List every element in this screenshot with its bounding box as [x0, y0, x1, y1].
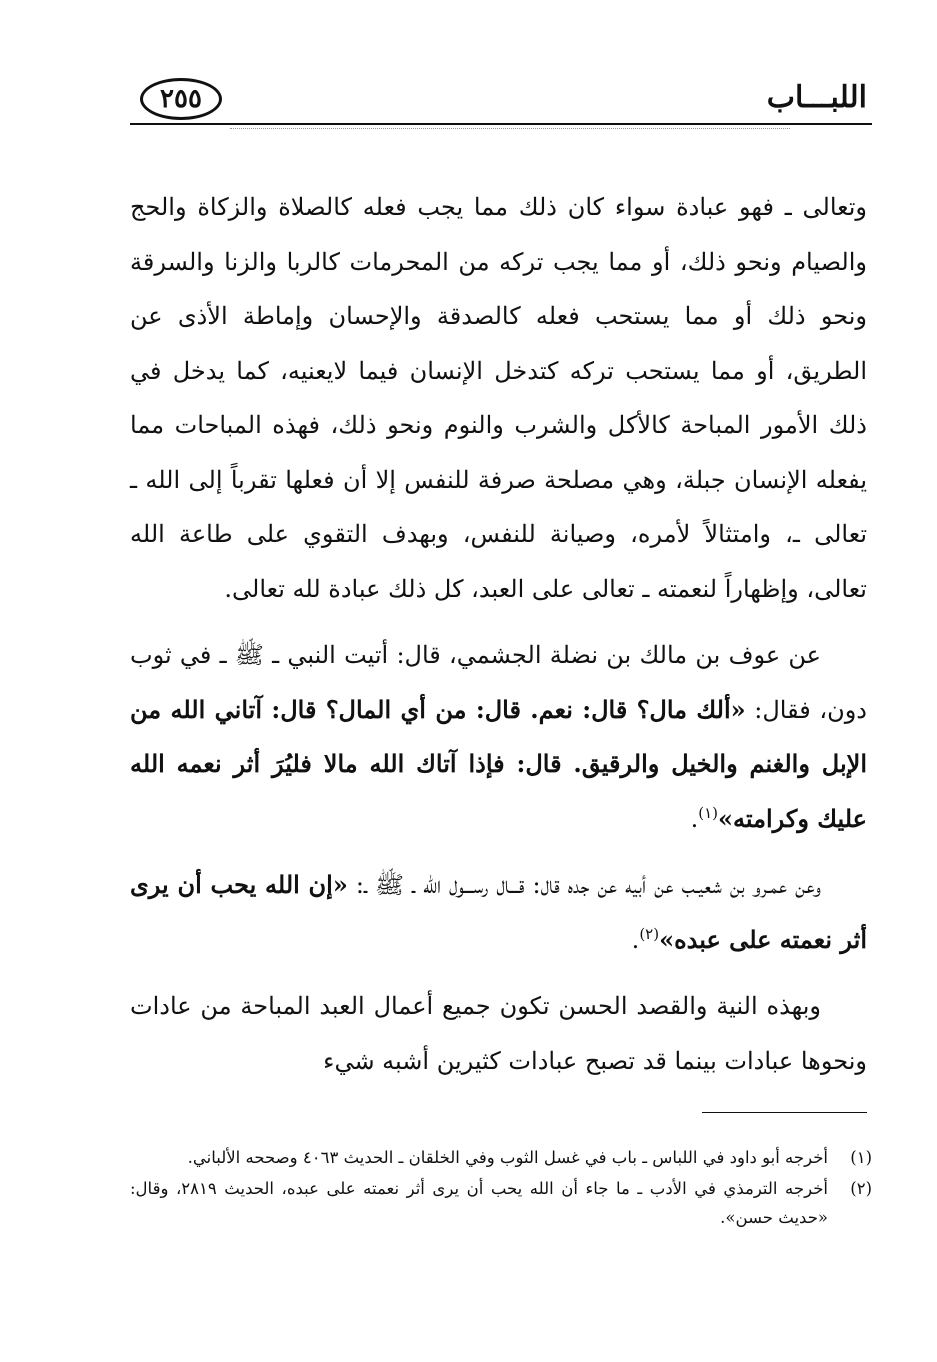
paragraph-3: [130, 858, 867, 967]
paragraph-2: [130, 628, 867, 846]
hadith-quote-2: «إن الله يحب أن يرى أثر نعمته على عبده»: [130, 870, 867, 954]
footnote-text: أخرجه أبو داود في اللباس ـ باب في غسل الثوب وفي الخلقان ـ الحديث ٤٠٦٣ وصححه الألباني.: [187, 1148, 828, 1167]
footnotes: [130, 1143, 872, 1234]
footnote-ref-1[interactable]: (١): [698, 803, 719, 822]
hadith-intro-2: وعن عمـرو بن شعيـب عن أبيه عن جده قال: قـــال رســـول الله ـ ﷺ ـ:: [347, 871, 821, 899]
paragraph-1: وتعالى ـ فهو عبادة سواء كان ذلك مما يجب فعله كالصلاة والزكاة والحج والصيام ونحو ذلك، أو مما يجب تركه من المحرمات كالربا والزنا والسرقة ونحو ذلك أو مما يستحب فعله كالصدقة والإحسان وإماطة الأذى عن الطريق، أو مما يستحب تركه كتدخل الإنسان فيما لايعنيه، كما يدخل في ذلك الأمور المباحة كالأكل والشرب والنوم ونحو ذلك، فهذه المباحات مما يفعله الإنسان جبلة، وهي مصلحة صرفة للنفس إلا أن فعلها تقرباً إلى الله ـ تعالى ـ، وامتثالاً لأمره، وصيانة للنفس، وبهدف التقوي على طاعة الله تعالى، وإظهاراً لنعمته ـ تعالى على العبد، كل ذلك عبادة لله تعالى.: [130, 193, 867, 603]
paragraph-4: وبهذه النية والقصد الحسن تكون جميع أعمال العبد المباحة من عادات ونحوها عبادات بينما قد تصبح عبادات كثيرين أشبه شيء: [130, 992, 867, 1075]
page-number-text: ٢٥٥: [160, 84, 202, 114]
footnote-2: [130, 1174, 872, 1232]
header-rule-dots: [230, 128, 790, 129]
body-text: [130, 180, 867, 1100]
footnote-text: أخرجه الترمذي في الأدب ـ ما جاء أن الله يحب أن يرى أثر نعمته على عبده، الحديث ٢٨١٩، وقال: «حديث حسن».: [130, 1179, 828, 1227]
header-rule: [130, 123, 872, 125]
page-number: [140, 78, 222, 120]
footnote-ref-2[interactable]: (٢): [639, 924, 660, 943]
paragraph-2-end: .: [690, 804, 699, 833]
paragraph-3-end: .: [631, 925, 640, 954]
hadith-quote-1: «ألك مال؟ قال: نعم. قال: من أي المال؟ قال: آتاني الله من الإبل والغنم والخيل والرقيق. قال: فإذا آتاك الله مالا فليُرَ أثر نعمه الله عليك وكرامته»: [130, 694, 867, 833]
footnote-number: (١): [850, 1148, 872, 1167]
running-title: اللبـــاب: [766, 80, 867, 115]
footnote-number: (٢): [850, 1179, 872, 1198]
footnote-1: [130, 1143, 872, 1172]
footnote-rule: [702, 1112, 867, 1113]
hadith-intro-1: عن عوف بن مالك بن نضلة الجشمي، قال: أتيت النبي ـ ﷺ ـ في ثوب دون، فقال:: [130, 641, 867, 724]
